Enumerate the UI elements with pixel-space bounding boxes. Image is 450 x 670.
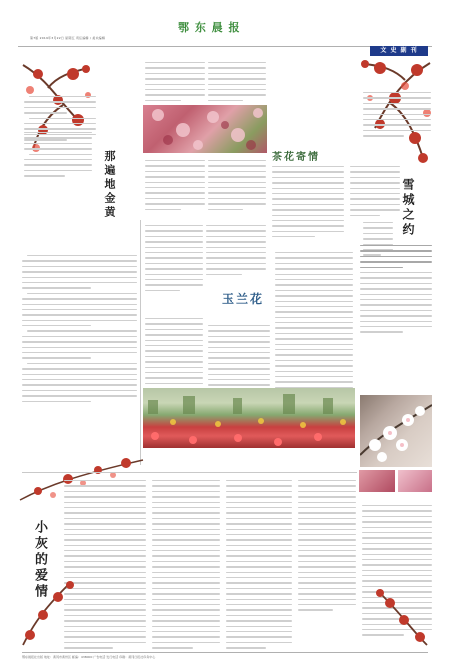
column-rule	[140, 220, 141, 465]
article-title: 雪城之约	[401, 178, 415, 238]
article-body	[226, 480, 292, 649]
pull-quote	[360, 245, 432, 268]
article-body	[145, 225, 203, 291]
article-title: 小灰的爱情	[32, 520, 47, 600]
article-body	[145, 62, 205, 101]
article-body	[206, 225, 266, 275]
article-body	[360, 272, 432, 333]
camellia-photo	[143, 105, 267, 153]
masthead-meta: 第7版 2019年3月22日 星期五 责任编辑 / 美术编辑	[30, 36, 106, 40]
photo-strip-2	[398, 470, 432, 492]
article-body	[145, 160, 205, 210]
article-body	[363, 92, 431, 137]
article-body	[208, 160, 266, 210]
article-body	[298, 480, 356, 611]
article-title: 茶花寄情	[272, 152, 320, 163]
article-body	[152, 480, 220, 649]
white-blossom-photo	[360, 395, 432, 467]
article-title: 那遍地金黄	[103, 150, 116, 220]
article-body	[272, 166, 344, 237]
newspaper-logo: 鄂 东 晨 报	[178, 21, 241, 34]
article-body	[24, 132, 92, 177]
photo-strip-1	[359, 470, 395, 492]
page-footer: 鄂东晨报社出版 地址：黄冈市黄州区 邮编：438000 广告电话 发行电话 印刷：黄冈日报社印务中心	[22, 652, 428, 659]
article-body	[22, 255, 137, 402]
plum-blossom-bottom-right-icon	[372, 585, 432, 650]
tulip-field-photo	[143, 388, 355, 448]
plum-blossom-bottom-left-icon	[18, 575, 78, 650]
section-rule	[22, 472, 357, 473]
article-title: 玉兰花	[222, 292, 265, 306]
article-body	[208, 62, 266, 101]
section-badge: 文 史 副 刊	[370, 46, 428, 56]
article-body	[350, 166, 400, 216]
